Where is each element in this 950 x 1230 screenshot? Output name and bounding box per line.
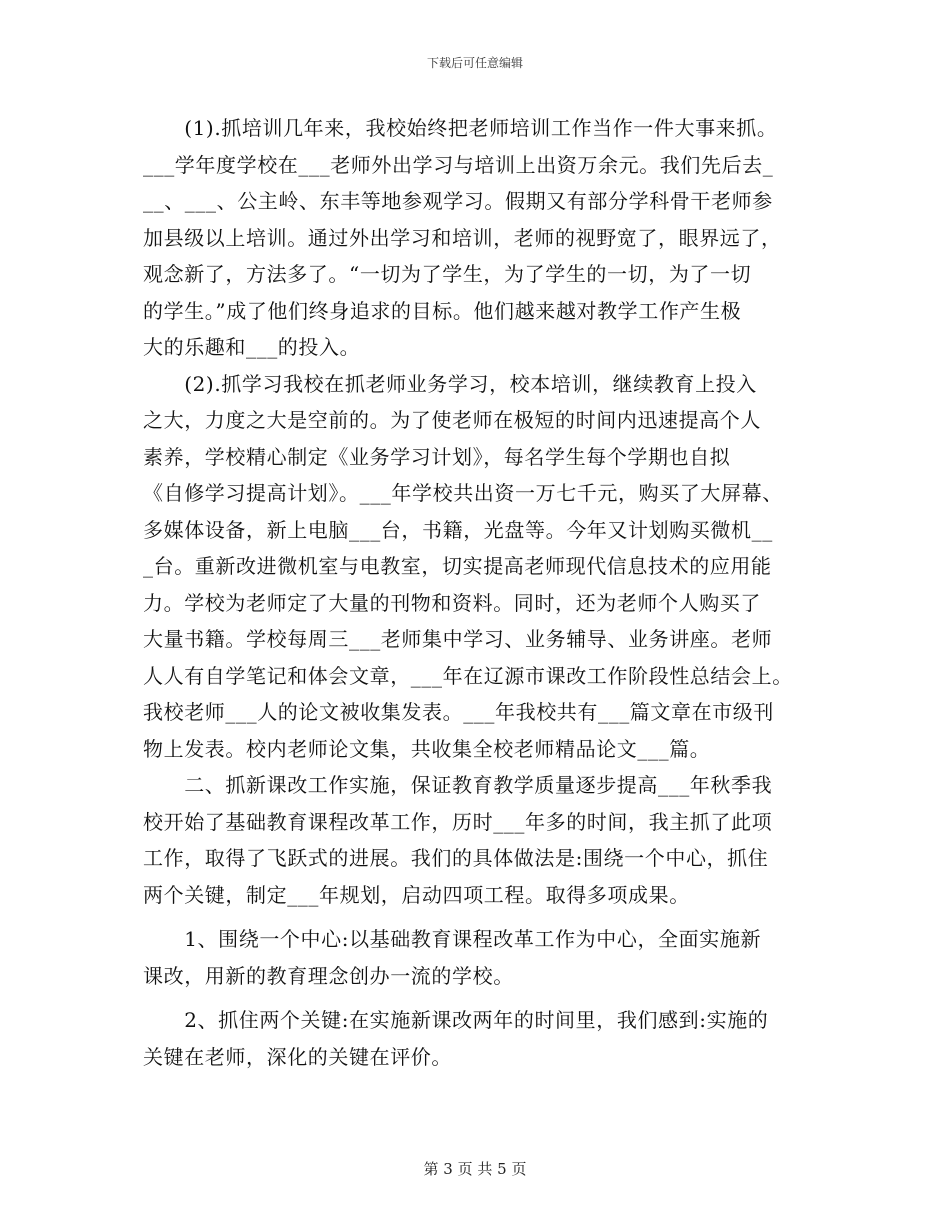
page-header: 下载后可任意编辑: [426, 56, 523, 70]
document-body: [143, 110, 823, 1075]
page-number-footer: 第 3 页 共 5 页: [423, 1160, 527, 1178]
text-line: 素养，学校精心制定《业务学习计划》，每名学生每个学期也自拟: [143, 444, 731, 469]
text-line: __、___、公主岭、东丰等地参观学习。假期又有部分学科骨干老师参: [143, 189, 773, 213]
text-line: 之大，力度之大是空前的。为了使老师在极短的时间内迅速提高个人: [143, 408, 761, 432]
text-line: 我校老师___人的论文被收集发表。___年我校共有___篇文章在市级刊: [143, 700, 774, 724]
paragraph-one-center: [143, 921, 823, 994]
text-line: 两个关键，制定___年规划，启动四项工程。取得多项成果。: [143, 882, 690, 907]
paragraph-two-keys: [143, 1002, 823, 1075]
paragraph-training: [143, 110, 823, 366]
text-line: 力。学校为老师定了大量的刊物和资料。同时，还为老师个人购买了: [143, 590, 761, 615]
text-line: 工作，取得了飞跃式的进展。我们的具体做法是:围绕一个中心，抓住: [143, 846, 769, 870]
text-line: (1).抓培训几年来，我校始终把老师培训工作当作一件大事来抓。: [143, 116, 778, 140]
text-line: 大的乐趣和___的投入。: [143, 335, 361, 359]
paragraph-curriculum-reform: [143, 767, 823, 913]
text-line: ___学年度学校在___老师外出学习与培训上出资万余元。我们先后去_: [143, 152, 774, 177]
paragraph-study: [143, 366, 823, 768]
text-line: 校开始了基础教育课程改革工作，历时___年多的时间，我主抓了此项: [143, 809, 773, 834]
text-line: 《自修学习提高计划》。___年学校共出资一万七千元，购买了大屏幕、: [143, 481, 783, 505]
text-line: 课改，用新的教育理念创办一流的学校。: [143, 963, 514, 988]
text-line: 物上发表。校内老师论文集，共收集全校老师精品论文___篇。: [143, 736, 711, 761]
text-line: 的学生。”成了他们终身追求的目标。他们越来越对教学工作产生极: [143, 298, 742, 323]
text-line: 二、抓新课改工作实施，保证教育教学质量逐步提高___年秋季我: [143, 773, 773, 797]
text-line: (2).抓学习我校在抓老师业务学习，校本培训，继续教育上投入: [143, 371, 757, 396]
text-line: 观念新了，方法多了。“一切为了学生，为了学生的一切，为了一切: [143, 262, 752, 286]
text-line: 多媒体设备，新上电脑___台，书籍，光盘等。今年又计划购买微机__: [143, 517, 773, 542]
text-line: 人人有自学笔记和体会文章，___年在辽源市课改工作阶段性总结会上。: [143, 663, 793, 688]
text-line: 1、围绕一个中心:以基础教育课程改革工作为中心，全面实施新: [143, 927, 762, 951]
text-line: _台。重新改进微机室与电教室，切实提高老师现代信息技术的应用能: [143, 554, 772, 578]
text-line: 加县级以上培训。通过外出学习和培训，老师的视野宽了，眼界远了，: [143, 225, 782, 250]
text-line: 2、抓住两个关键:在实施新课改两年的时间里，我们感到:实施的: [143, 1008, 769, 1032]
text-line: 大量书籍。学校每周三___老师集中学习、业务辅导、业务讲座。老师: [143, 627, 773, 651]
text-line: 关键在老师，深化的关键在评价。: [143, 1044, 452, 1069]
